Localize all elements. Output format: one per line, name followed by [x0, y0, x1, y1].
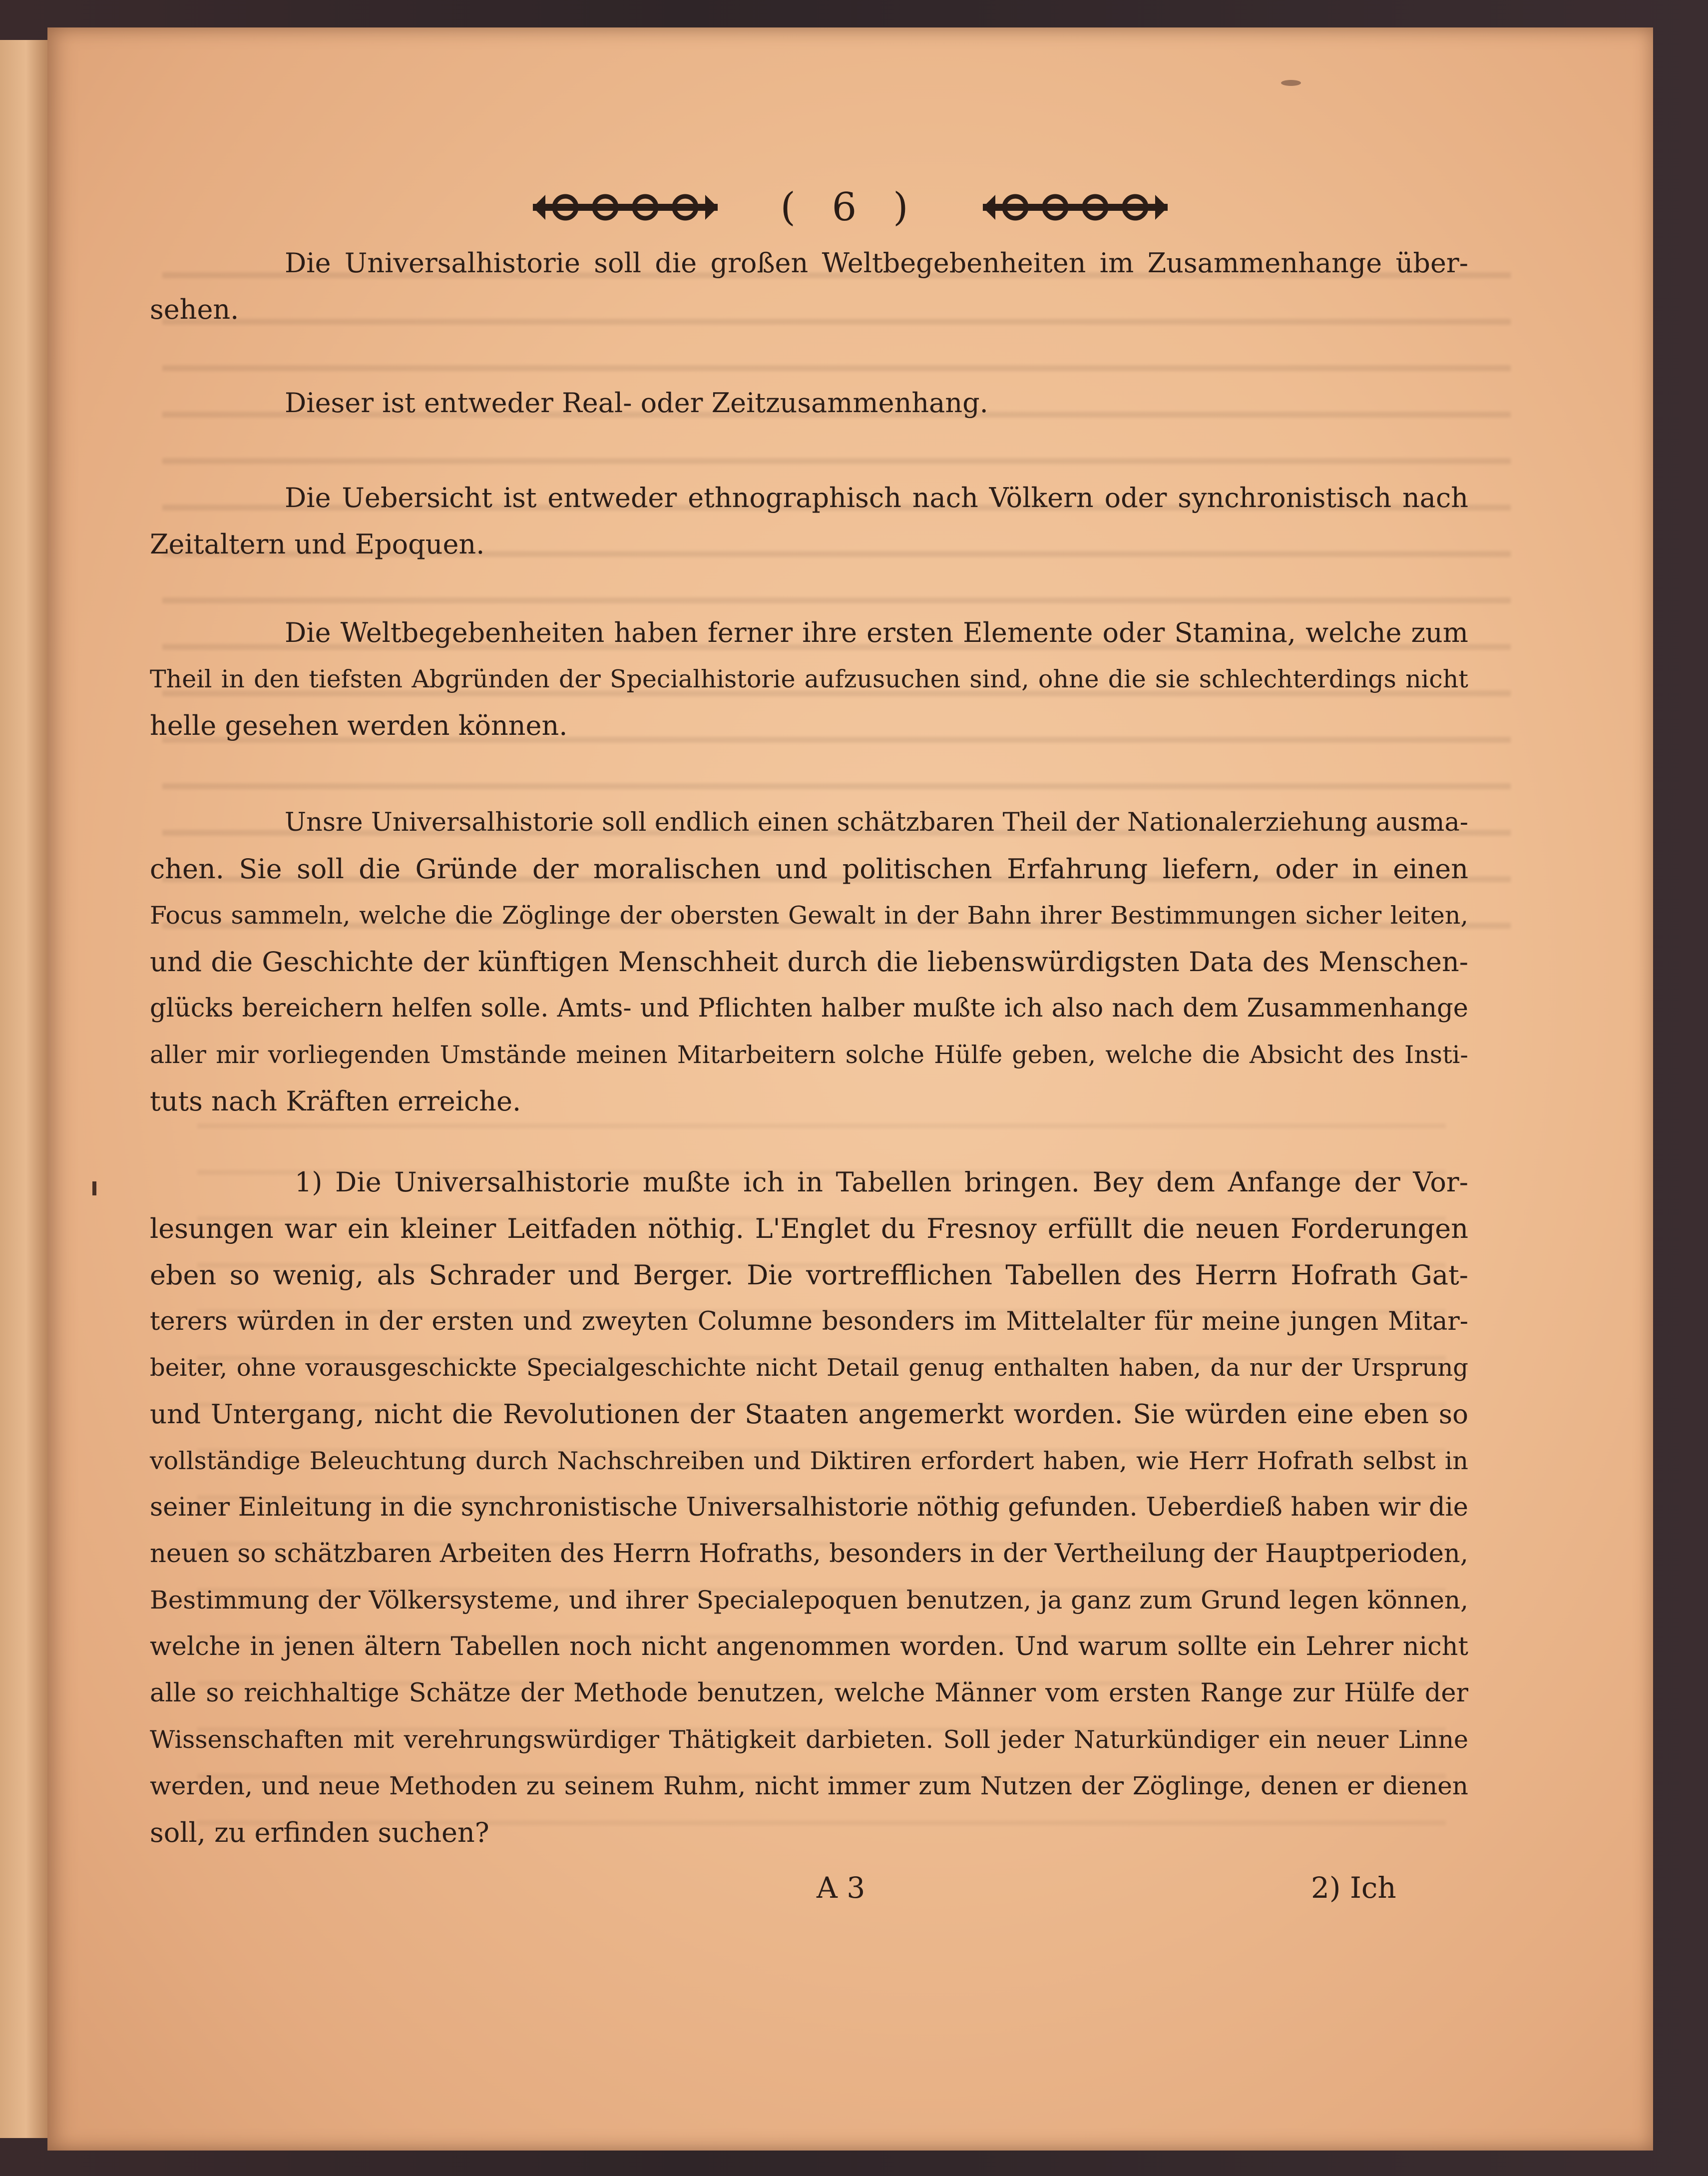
text-line: helle gesehen werden können. [150, 710, 568, 741]
text-line: und die Geschichte der künftigen Menschheit durch die liebenswürdigsten Data des Menschen- [150, 946, 1468, 978]
text-line: Theil in den tiefsten Abgründen der Specialhistorie aufzusuchen sind, ohne die sie schlechterdings nicht [150, 665, 1468, 693]
text-line: seiner Einleitung in die synchronistische Universalhistorie nöthig gefunden. Ueberdieß haben wir die [150, 1493, 1468, 1522]
paragraph-1 [150, 240, 1468, 333]
text-line: vollständige Beleuchtung durch Nachschreiben und Diktiren erfordert haben, wie Herr Hofrath selbst in [150, 1447, 1468, 1475]
paragraph-6 [150, 1159, 1468, 1856]
paragraph-4 [150, 609, 1468, 749]
text-line: beiter, ohne vorausgeschickte Specialgeschichte nicht Detail genug enthalten haben, da nur der Ursprung [150, 1354, 1468, 1382]
catchword: 2) Ich [1311, 1871, 1396, 1905]
text-line: chen. Sie soll die Gründe der moralischen und politischen Erfahrung liefern, oder in einen [150, 853, 1468, 885]
right-ornament-icon [980, 190, 1170, 225]
text-line: alle so reichhaltige Schätze der Methode benutzen, welche Männer vom ersten Range zur Hülfe der [150, 1678, 1468, 1708]
text-line: Dieser ist entweder Real- oder Zeitzusammenhang. [285, 387, 988, 419]
page-header [47, 177, 1653, 237]
text-line: sehen. [150, 294, 239, 325]
text-line: Die Universalhistorie soll die großen Weltbegebenheiten im Zusammenhange über- [285, 247, 1468, 279]
paragraph-3 [150, 475, 1468, 567]
paper-blemish [1281, 80, 1301, 86]
margin-mark [92, 1181, 96, 1195]
text-line: werden, und neue Methoden zu seinem Ruhm, nicht immer zum Nutzen der Zöglinge, denen er dienen [150, 1771, 1468, 1800]
text-line: eben so wenig, als Schrader und Berger. Die vortrefflichen Tabellen des Herrn Hofrath Gat- [150, 1259, 1468, 1291]
text-line: Focus sammeln, welche die Zöglinge der obersten Gewalt in der Bahn ihrer Bestimmungen sicher leiten, [150, 901, 1468, 930]
text-line: aller mir vorliegenden Umstände meinen Mitarbeitern solche Hülfe geben, welche die Absicht des Insti- [150, 1041, 1468, 1069]
text-line: Die Weltbegebenheiten haben ferner ihre ersten Elemente oder Stamina, welche zum [285, 617, 1468, 648]
signature-mark: A 3 [817, 1871, 865, 1905]
left-ornament-icon [530, 190, 720, 225]
text-line: Zeitaltern und Epoquen. [150, 529, 485, 560]
text-line: Wissenschaften mit verehrungswürdiger Thätigkeit darbieten. Soll jeder Naturkündiger ein neuer Linne [150, 1725, 1468, 1754]
text-line: terers würden in der ersten und zweyten Columne besonders im Mittelalter für meine jungen Mitar- [150, 1307, 1468, 1336]
text-line: Bestimmung der Völkersysteme, und ihrer Specialepoquen benutzen, ja ganz zum Grund legen können, [150, 1586, 1468, 1615]
text-line: welche in jenen ältern Tabellen noch nicht angenommen worden. Und warum sollte ein Lehrer nicht [150, 1632, 1468, 1661]
text-line: neuen so schätzbaren Arbeiten des Herrn Hofraths, besonders in der Vertheilung der Hauptperioden, [150, 1539, 1468, 1569]
text-line: Die Uebersicht ist entweder ethnographisch nach Völkern oder synchronistisch nach [285, 482, 1468, 514]
paragraph-2 [150, 380, 1468, 426]
text-line: soll, zu erfinden suchen? [150, 1817, 489, 1848]
page-number: ( 6 ) [780, 185, 920, 230]
text-line: tuts nach Kräften erreiche. [150, 1086, 521, 1117]
paragraph-5 [150, 799, 1468, 1124]
text-line: Unsre Universalhistorie soll endlich einen schätzbaren Theil der Nationalerziehung ausma- [285, 808, 1468, 837]
text-line: und Untergang, nicht die Revolutionen der Staaten angemerkt worden. Sie würden eine eben so [150, 1399, 1468, 1430]
document-page [47, 27, 1653, 2151]
text-line: lesungen war ein kleiner Leitfaden nöthig. L'Englet du Fresnoy erfüllt die neuen Forderungen [150, 1213, 1468, 1244]
text-line: 1) Die Universalhistorie mußte ich in Tabellen bringen. Bey dem Anfange der Vor- [295, 1166, 1468, 1198]
text-line: glücks bereichern helfen solle. Amts- und Pflichten halber mußte ich also nach dem Zusammenhange [150, 994, 1468, 1023]
facing-page-edge [0, 40, 50, 2138]
